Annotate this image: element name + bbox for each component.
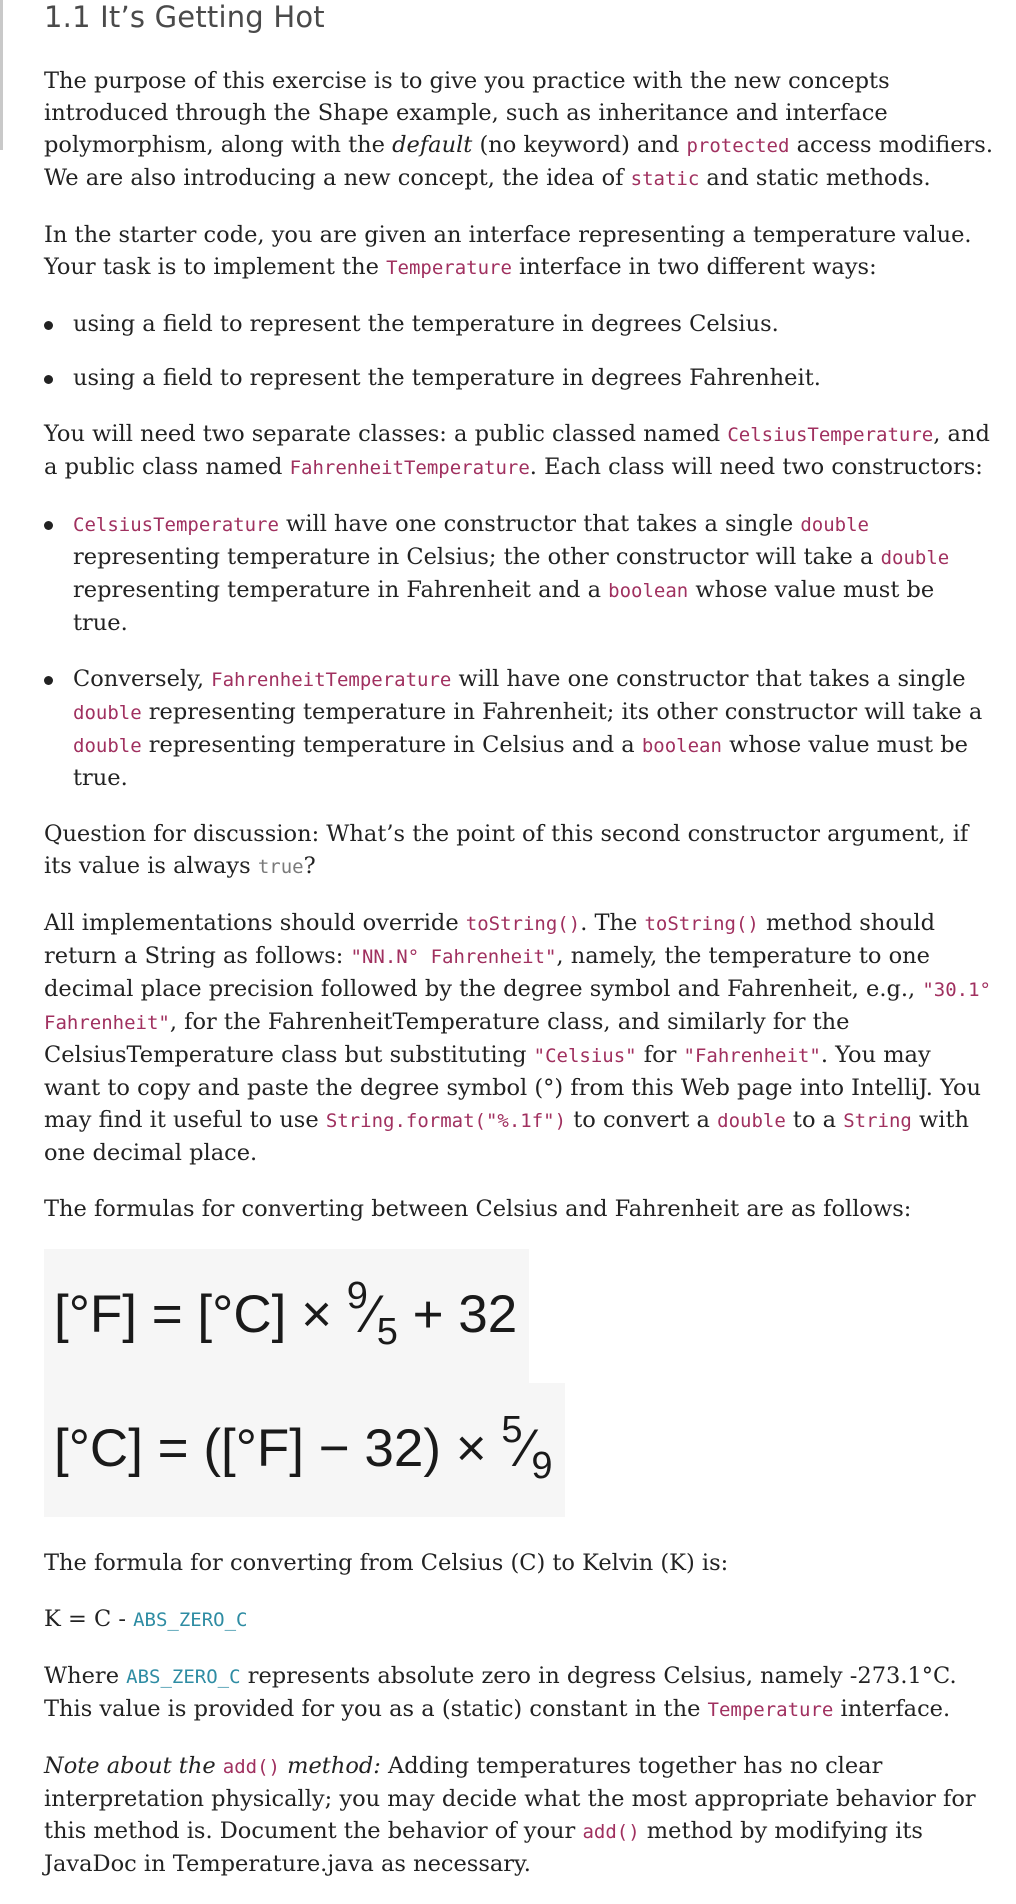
formula-box — [44, 1249, 529, 1383]
text-span: whose value must be true. — [73, 577, 935, 636]
text-span: Question for discussion: What’s the point of this second constructor argument, if its value is always — [44, 821, 969, 879]
code-celsius-string: "Celsius" — [533, 1045, 637, 1067]
code-boolean: boolean — [608, 580, 689, 602]
list-item: using a field to represent the temperature in degrees Celsius. — [44, 308, 994, 340]
code-format-sample: "30.1° Fahrenheit" — [44, 979, 991, 1034]
text-span: , and a public class named — [44, 421, 990, 480]
code-celsius-temperature: CelsiusTemperature — [727, 424, 934, 446]
text-span: for — [636, 1042, 684, 1068]
intro-paragraph — [44, 65, 994, 195]
list-item — [44, 508, 994, 639]
starter-code-paragraph — [44, 219, 994, 284]
code-protected: protected — [686, 135, 790, 157]
code-fahrenheit-string: "Fahrenheit" — [683, 1045, 821, 1067]
code-add: add() — [222, 1756, 280, 1778]
add-method-note — [44, 1750, 994, 1880]
code-tostring: toString() — [465, 913, 581, 935]
text-span: K = C - — [44, 1606, 134, 1632]
text-span: to a — [785, 1107, 844, 1133]
text-span: interface. — [833, 1696, 951, 1722]
text-span: interface in two different ways: — [511, 254, 877, 280]
formula-f-from-c — [44, 1249, 994, 1383]
text-span: will have one constructor that takes a single — [278, 511, 801, 537]
tostring-paragraph — [44, 907, 994, 1169]
list-item — [44, 663, 994, 794]
note-emphasis: method: — [280, 1753, 381, 1779]
text-span: representing temperature in Celsius and a — [141, 732, 642, 758]
code-double: double — [800, 514, 869, 536]
text-span: . You may want to copy and paste the degree symbol (°) from this Web page into IntelliJ. You may find it useful to use — [44, 1042, 982, 1133]
code-static: static — [630, 168, 700, 190]
kelvin-formula — [44, 1603, 994, 1636]
text-span: , for the FahrenheitTemperature class, and similarly for the CelsiusTemperature class but substituting — [44, 1009, 850, 1068]
code-double: double — [880, 547, 950, 569]
text-span: (no keyword) and — [472, 132, 687, 158]
code-temperature: Temperature — [386, 257, 512, 279]
code-double: double — [73, 735, 142, 757]
code-add: add() — [582, 1821, 640, 1843]
code-boolean: boolean — [641, 735, 722, 757]
text-span: , namely, the temperature to one decimal place precision followed by the degree symbol and Fahrenheit, e.g., — [44, 943, 930, 1002]
code-double: double — [73, 702, 142, 724]
default-emphasis: default — [392, 132, 473, 158]
text-span: . The — [580, 910, 645, 936]
implementation-list — [44, 308, 994, 394]
text-span: to convert a — [566, 1107, 718, 1133]
text-span: Where — [44, 1663, 127, 1689]
text-span: and static methods. — [699, 165, 931, 191]
constructor-list — [44, 508, 994, 794]
formulas-intro: The formulas for converting between Celsius and Fahrenheit are as follows: — [44, 1196, 912, 1222]
text-span: method by modifying its JavaDoc in Temperature.java as necessary. — [44, 1818, 923, 1877]
fraction-denominator: 5 — [376, 1311, 398, 1353]
note-emphasis: Note about the — [44, 1753, 223, 1779]
conversion-formulas — [44, 1249, 994, 1517]
discussion-question — [44, 818, 994, 883]
fraction-numerator: 9 — [346, 1275, 368, 1317]
text-span: represents absolute zero in degress Celsius, namely -273.1°C. This value is provided for you as a (static) constant in the — [44, 1663, 957, 1722]
formula-lhs: [°C] = ([°F] − 32) × — [54, 1419, 502, 1478]
code-true: true — [257, 856, 304, 878]
formula-box — [44, 1383, 565, 1517]
text-span: The purpose of this exercise is to give you practice with the new concepts introduced through the Shape example, such as inheritance and interface polymorphism, along with the — [44, 68, 890, 158]
code-tostring: toString() — [644, 913, 759, 935]
code-string: String — [843, 1110, 912, 1132]
main-content — [44, 65, 994, 1904]
classes-paragraph — [44, 418, 994, 484]
text-span: Adding temperatures together has no clear interpretation physically; you may decide what the most appropriate behavior for this method is. Document the behavior of your — [44, 1753, 976, 1844]
kelvin-intro: The formula for converting from Celsius (C) to Kelvin (K) is: — [44, 1550, 729, 1576]
text-span: representing temperature in Fahrenheit; its other constructor will take a — [141, 699, 983, 725]
fraction — [501, 1409, 553, 1487]
text-span: method should return a String as follows: — [44, 910, 935, 969]
text-span: with one decimal place. — [44, 1107, 970, 1166]
code-fahrenheit-temperature: FahrenheitTemperature — [289, 457, 530, 479]
text-span: In the starter code, you are given an interface representing a temperature value. Your task is to implement the — [44, 222, 972, 280]
text-span: ? — [303, 853, 316, 879]
code-format-example: "NN.N° Fahrenheit" — [350, 946, 557, 968]
code-temperature: Temperature — [707, 1699, 834, 1721]
text-span: representing temperature in Celsius; the other constructor will take a — [73, 544, 881, 570]
code-abs-zero: ABS_ZERO_C — [126, 1666, 241, 1688]
list-item: using a field to represent the temperature in degrees Fahrenheit. — [44, 362, 994, 394]
fraction-slash: ⁄ — [522, 1419, 532, 1478]
text-span: representing temperature in Fahrenheit and a — [73, 577, 609, 603]
formula-lhs: [°F] = [°C] × — [54, 1285, 347, 1344]
text-span: Conversely, — [73, 666, 212, 692]
fraction — [346, 1275, 398, 1353]
fraction-denominator: 9 — [531, 1445, 553, 1487]
text-span: You will need two separate classes: a public classed named — [44, 421, 728, 447]
left-border-rule — [0, 0, 3, 150]
text-span: access modifiers. We are also introducing a new concept, the idea of — [44, 132, 994, 191]
fraction-numerator: 5 — [501, 1409, 523, 1451]
text-span: . Each class will need two constructors: — [529, 454, 983, 480]
fraction-slash: ⁄ — [367, 1285, 377, 1344]
formula-rhs: + 32 — [397, 1285, 518, 1344]
code-double: double — [717, 1110, 786, 1132]
text-span: All implementations should override — [44, 910, 466, 936]
text-span: whose value must be true. — [73, 732, 968, 791]
code-string-format: String.format("%.1f") — [325, 1110, 567, 1132]
code-fahrenheit-temperature: FahrenheitTemperature — [211, 669, 452, 691]
text-span: will have one constructor that takes a single — [451, 666, 966, 692]
code-abs-zero: ABS_ZERO_C — [133, 1609, 248, 1631]
code-celsius-temperature: CelsiusTemperature — [73, 514, 279, 536]
abs-zero-paragraph — [44, 1660, 994, 1726]
section-heading: 1.1 It’s Getting Hot — [44, 0, 325, 34]
formula-c-from-f — [44, 1383, 994, 1517]
